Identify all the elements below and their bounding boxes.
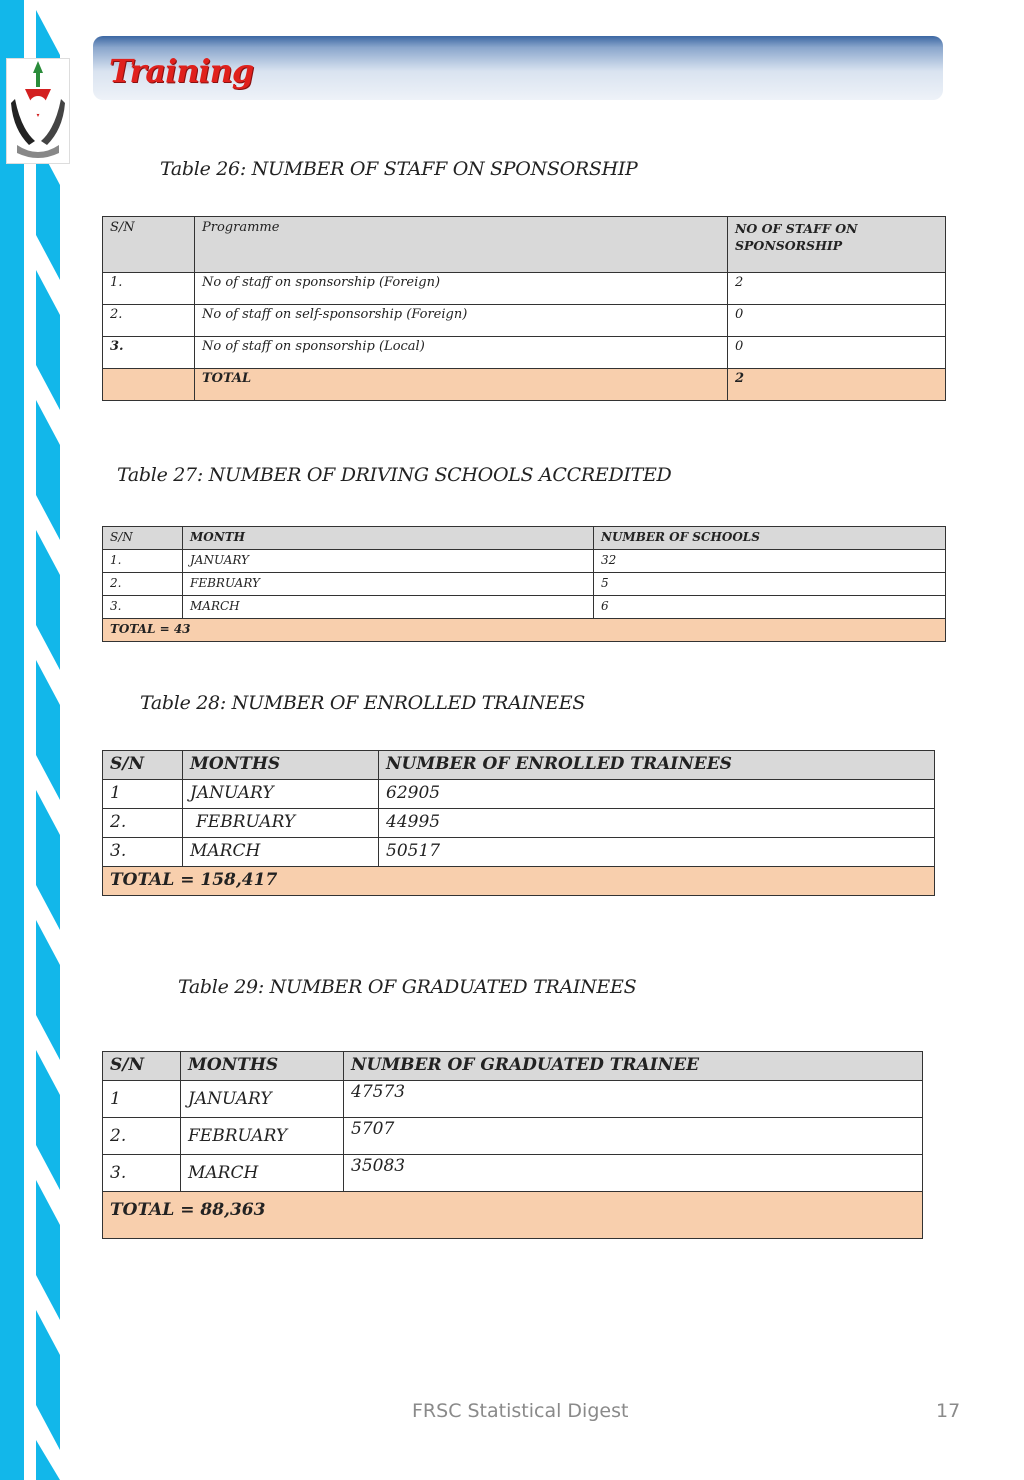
- cell-sn: 3.: [103, 838, 183, 867]
- cell-month: MARCH: [181, 1155, 344, 1192]
- cell-count: 35083: [344, 1155, 923, 1192]
- table-row: [103, 1081, 923, 1118]
- cell-month: JANUARY: [183, 780, 379, 809]
- table27-caption: Table 27: NUMBER OF DRIVING SCHOOLS ACCREDITED: [117, 464, 672, 486]
- cell-count: 62905: [379, 780, 935, 809]
- table29-caption: Table 29: NUMBER OF GRADUATED TRAINEES: [178, 976, 637, 998]
- table-header-row: [103, 217, 946, 273]
- total-label: TOTAL = 158,417: [103, 867, 935, 896]
- table26-caption: Table 26: NUMBER OF STAFF ON SPONSORSHIP: [160, 158, 638, 180]
- cell-count: 44995: [379, 809, 935, 838]
- cell-count: 0: [728, 337, 946, 369]
- cell-count: 2: [728, 273, 946, 305]
- table-28-enrolled-trainees: [102, 750, 935, 896]
- cell-sn: 2.: [103, 809, 183, 838]
- total-label: TOTAL = 88,363: [103, 1192, 923, 1239]
- table28-caption: Table 28: NUMBER OF ENROLLED TRAINEES: [140, 692, 585, 714]
- cell-programme: No of staff on sponsorship (Local): [195, 337, 728, 369]
- total-label: TOTAL = 43: [103, 619, 946, 642]
- cell-count: 0: [728, 305, 946, 337]
- cell-month: FEBRUARY: [183, 573, 594, 596]
- cell-count: 50517: [379, 838, 935, 867]
- header-months: MONTHS: [183, 751, 379, 780]
- table-row: [103, 337, 946, 369]
- table-header-row: [103, 527, 946, 550]
- cell-count: 32: [594, 550, 946, 573]
- table-row: [103, 1118, 923, 1155]
- cell-sn: 3.: [103, 596, 183, 619]
- table-29-graduated-trainees: [102, 1051, 923, 1239]
- cell-month: MARCH: [183, 838, 379, 867]
- cell-sn: 3.: [103, 337, 195, 369]
- cell-count: 5: [594, 573, 946, 596]
- table-header-row: [103, 1052, 923, 1081]
- header-sn: S/N: [103, 751, 183, 780]
- total-label: TOTAL: [195, 369, 728, 401]
- table-row: [103, 780, 935, 809]
- cell-count: 5707: [344, 1118, 923, 1155]
- table-row: [103, 1155, 923, 1192]
- cell-sn: 1.: [103, 273, 195, 305]
- cell-count: 47573: [344, 1081, 923, 1118]
- table-row: [103, 809, 935, 838]
- table-row: [103, 550, 946, 573]
- cell-programme: No of staff on sponsorship (Foreign): [195, 273, 728, 305]
- header-enrolled: NUMBER OF ENROLLED TRAINEES: [379, 751, 935, 780]
- cell-sn: 1: [103, 1081, 181, 1118]
- table-total-row: [103, 619, 946, 642]
- header-month: MONTH: [183, 527, 594, 550]
- table-row: [103, 273, 946, 305]
- cell-sn: 1.: [103, 550, 183, 573]
- cell-month: FEBRUARY: [183, 809, 379, 838]
- cell-programme: No of staff on self-sponsorship (Foreign): [195, 305, 728, 337]
- table-total-row: [103, 867, 935, 896]
- cell-sn: 2.: [103, 305, 195, 337]
- table-row: [103, 305, 946, 337]
- header-sn: S/N: [103, 217, 195, 273]
- table-row: [103, 596, 946, 619]
- table-header-row: [103, 751, 935, 780]
- header-staff-count: NO OF STAFF ON SPONSORSHIP: [728, 217, 946, 273]
- frsc-logo: [6, 58, 70, 164]
- table-total-row: [103, 1192, 923, 1239]
- cell-month: MARCH: [183, 596, 594, 619]
- cell-sn: 3.: [103, 1155, 181, 1192]
- total-value: 2: [728, 369, 946, 401]
- header-graduated: NUMBER OF GRADUATED TRAINEE: [344, 1052, 923, 1081]
- table-total-row: [103, 369, 946, 401]
- table-row: [103, 838, 935, 867]
- cell-count: 6: [594, 596, 946, 619]
- table-row: [103, 573, 946, 596]
- table-26-staff-sponsorship: [102, 216, 946, 401]
- page-number: 17: [936, 1400, 961, 1422]
- header-programme: Programme: [195, 217, 728, 273]
- header-schools: NUMBER OF SCHOOLS: [594, 527, 946, 550]
- cell-month: JANUARY: [183, 550, 594, 573]
- left-stripe-decoration: [0, 0, 62, 1480]
- cell-sn: 2.: [103, 573, 183, 596]
- header-sn: S/N: [103, 527, 183, 550]
- header-sn: S/N: [103, 1052, 181, 1081]
- section-banner: [93, 36, 943, 100]
- cell-month: FEBRUARY: [181, 1118, 344, 1155]
- header-months: MONTHS: [181, 1052, 344, 1081]
- cell-sn: 1: [103, 780, 183, 809]
- section-title: Training: [109, 52, 254, 90]
- cell-sn: 2.: [103, 1118, 181, 1155]
- cell-empty: [103, 369, 195, 401]
- footer-text: FRSC Statistical Digest: [412, 1400, 629, 1422]
- cell-month: JANUARY: [181, 1081, 344, 1118]
- table-27-driving-schools: [102, 526, 946, 642]
